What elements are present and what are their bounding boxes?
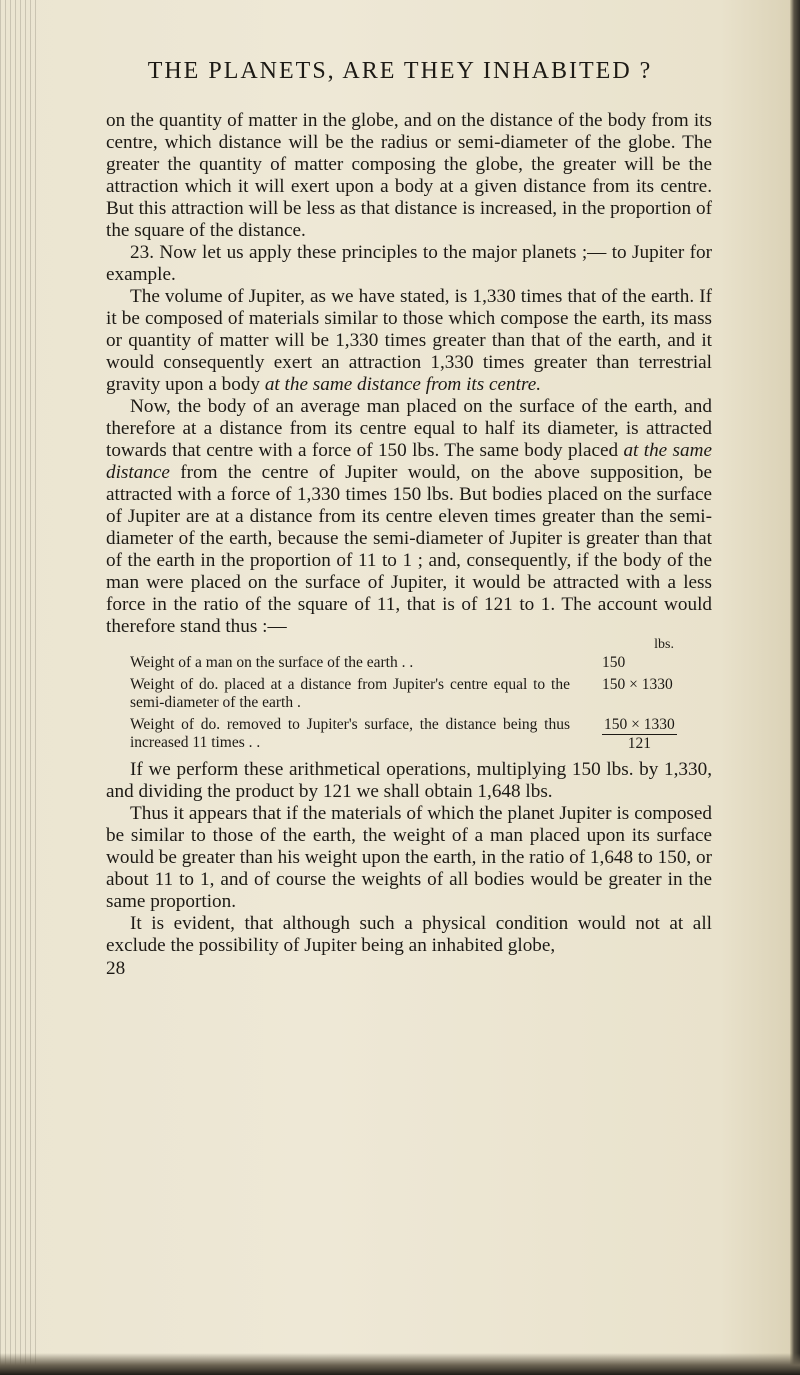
fraction-numerator: 150 × 1330 [604,716,675,733]
paragraph: If we perform these arithmetical operations, multiplying 150 lbs. by 1,330, and dividing the product by 121 we shall obtain 1,648 lbs. [106,759,712,802]
paragraph-text: from the centre of Jupiter would, on the above supposition, be attracted with a force of 1,330 times 150 lbs. But bodies placed on the surface of Jupiter are at a distance from its centre eleven times greater than the semi-diameter of the earth, because the semi-diameter of Jupiter is greater than that of the earth in the proportion of 11 to 1 ; and, consequently, if the body of the man were placed on the surface of Jupiter, it would be attracted with a less force in the ratio of the square of 11, that is of 121 to 1. The account would therefore stand thus :— [106,462,712,637]
paragraph: on the quantity of matter in the globe, and on the distance of the body from its centre, which distance will be the radius or semi-diameter of the globe. The greater the quantity of matter composing the globe, the greater will be the attraction which it will exert upon a body at a given distance from its centre. But this attraction will be less as that distance is increased, in the proportion of the square of the distance. [106,110,712,241]
page-number: 28 [106,958,126,979]
row-label: Weight of a man on the surface of the earth . . [130,654,414,671]
paragraph-text: Now, the body of an average man placed on the surface of the earth, and therefore at a distance from its centre equal to half its diameter, is attracted towards that centre with a force of 150 lbs. The same body placed [106,396,712,461]
row-value: 150 × 1330 [602,676,673,693]
table-row [130,654,712,672]
page-edge-bottom [0,1353,800,1375]
binding-edge [0,0,38,1375]
paragraph [106,396,712,638]
table-row [130,676,712,712]
row-label: Weight of do. placed at a distance from Jupiter's centre equal to the semi-diameter of the earth . [130,676,570,711]
page-edge-right [790,0,800,1375]
body-text [106,110,712,980]
row-value-fraction [602,716,712,753]
weight-table [106,636,712,753]
row-label: Weight of do. removed to Jupiter's surface, the distance being thus increased 11 times . . [130,716,570,751]
paragraph: Thus it appears that if the materials of which the planet Jupiter is composed be similar to those of the earth, the weight of a man placed upon its surface would be greater than his weight upon the earth, in the ratio of 1,648 to 150, or about 11 to 1, and of course the weights of all bodies would be greater in the same proportion. [106,803,712,912]
running-header: THE PLANETS, ARE THEY INHABITED ? [147,58,653,84]
paragraph [106,286,712,396]
table-row [130,716,712,753]
paragraph: It is evident, that although such a physical condition would not at all exclude the possibility of Jupiter being an inhabited globe, [106,913,712,956]
emphasis: at the same distance from its centre. [264,374,542,395]
paragraph: 23. Now let us apply these principles to the major planets ;— to Jupiter for example. [106,242,712,285]
fraction-denominator: 121 [627,735,651,752]
paragraph-text: The volume of Jupiter, as we have stated, is 1,330 times that of the earth. If it be composed of materials similar to those which compose the earth, its mass or quantity of matter will be 1,330 times greater than that of the earth, and it would consequently exert an attraction 1,330 times greater than terrestrial gravity upon a body [106,286,712,395]
row-value: 150 [602,654,626,671]
unit-label: lbs. [654,637,674,652]
emphasis: at the same distance [106,440,712,483]
fraction [602,716,677,753]
